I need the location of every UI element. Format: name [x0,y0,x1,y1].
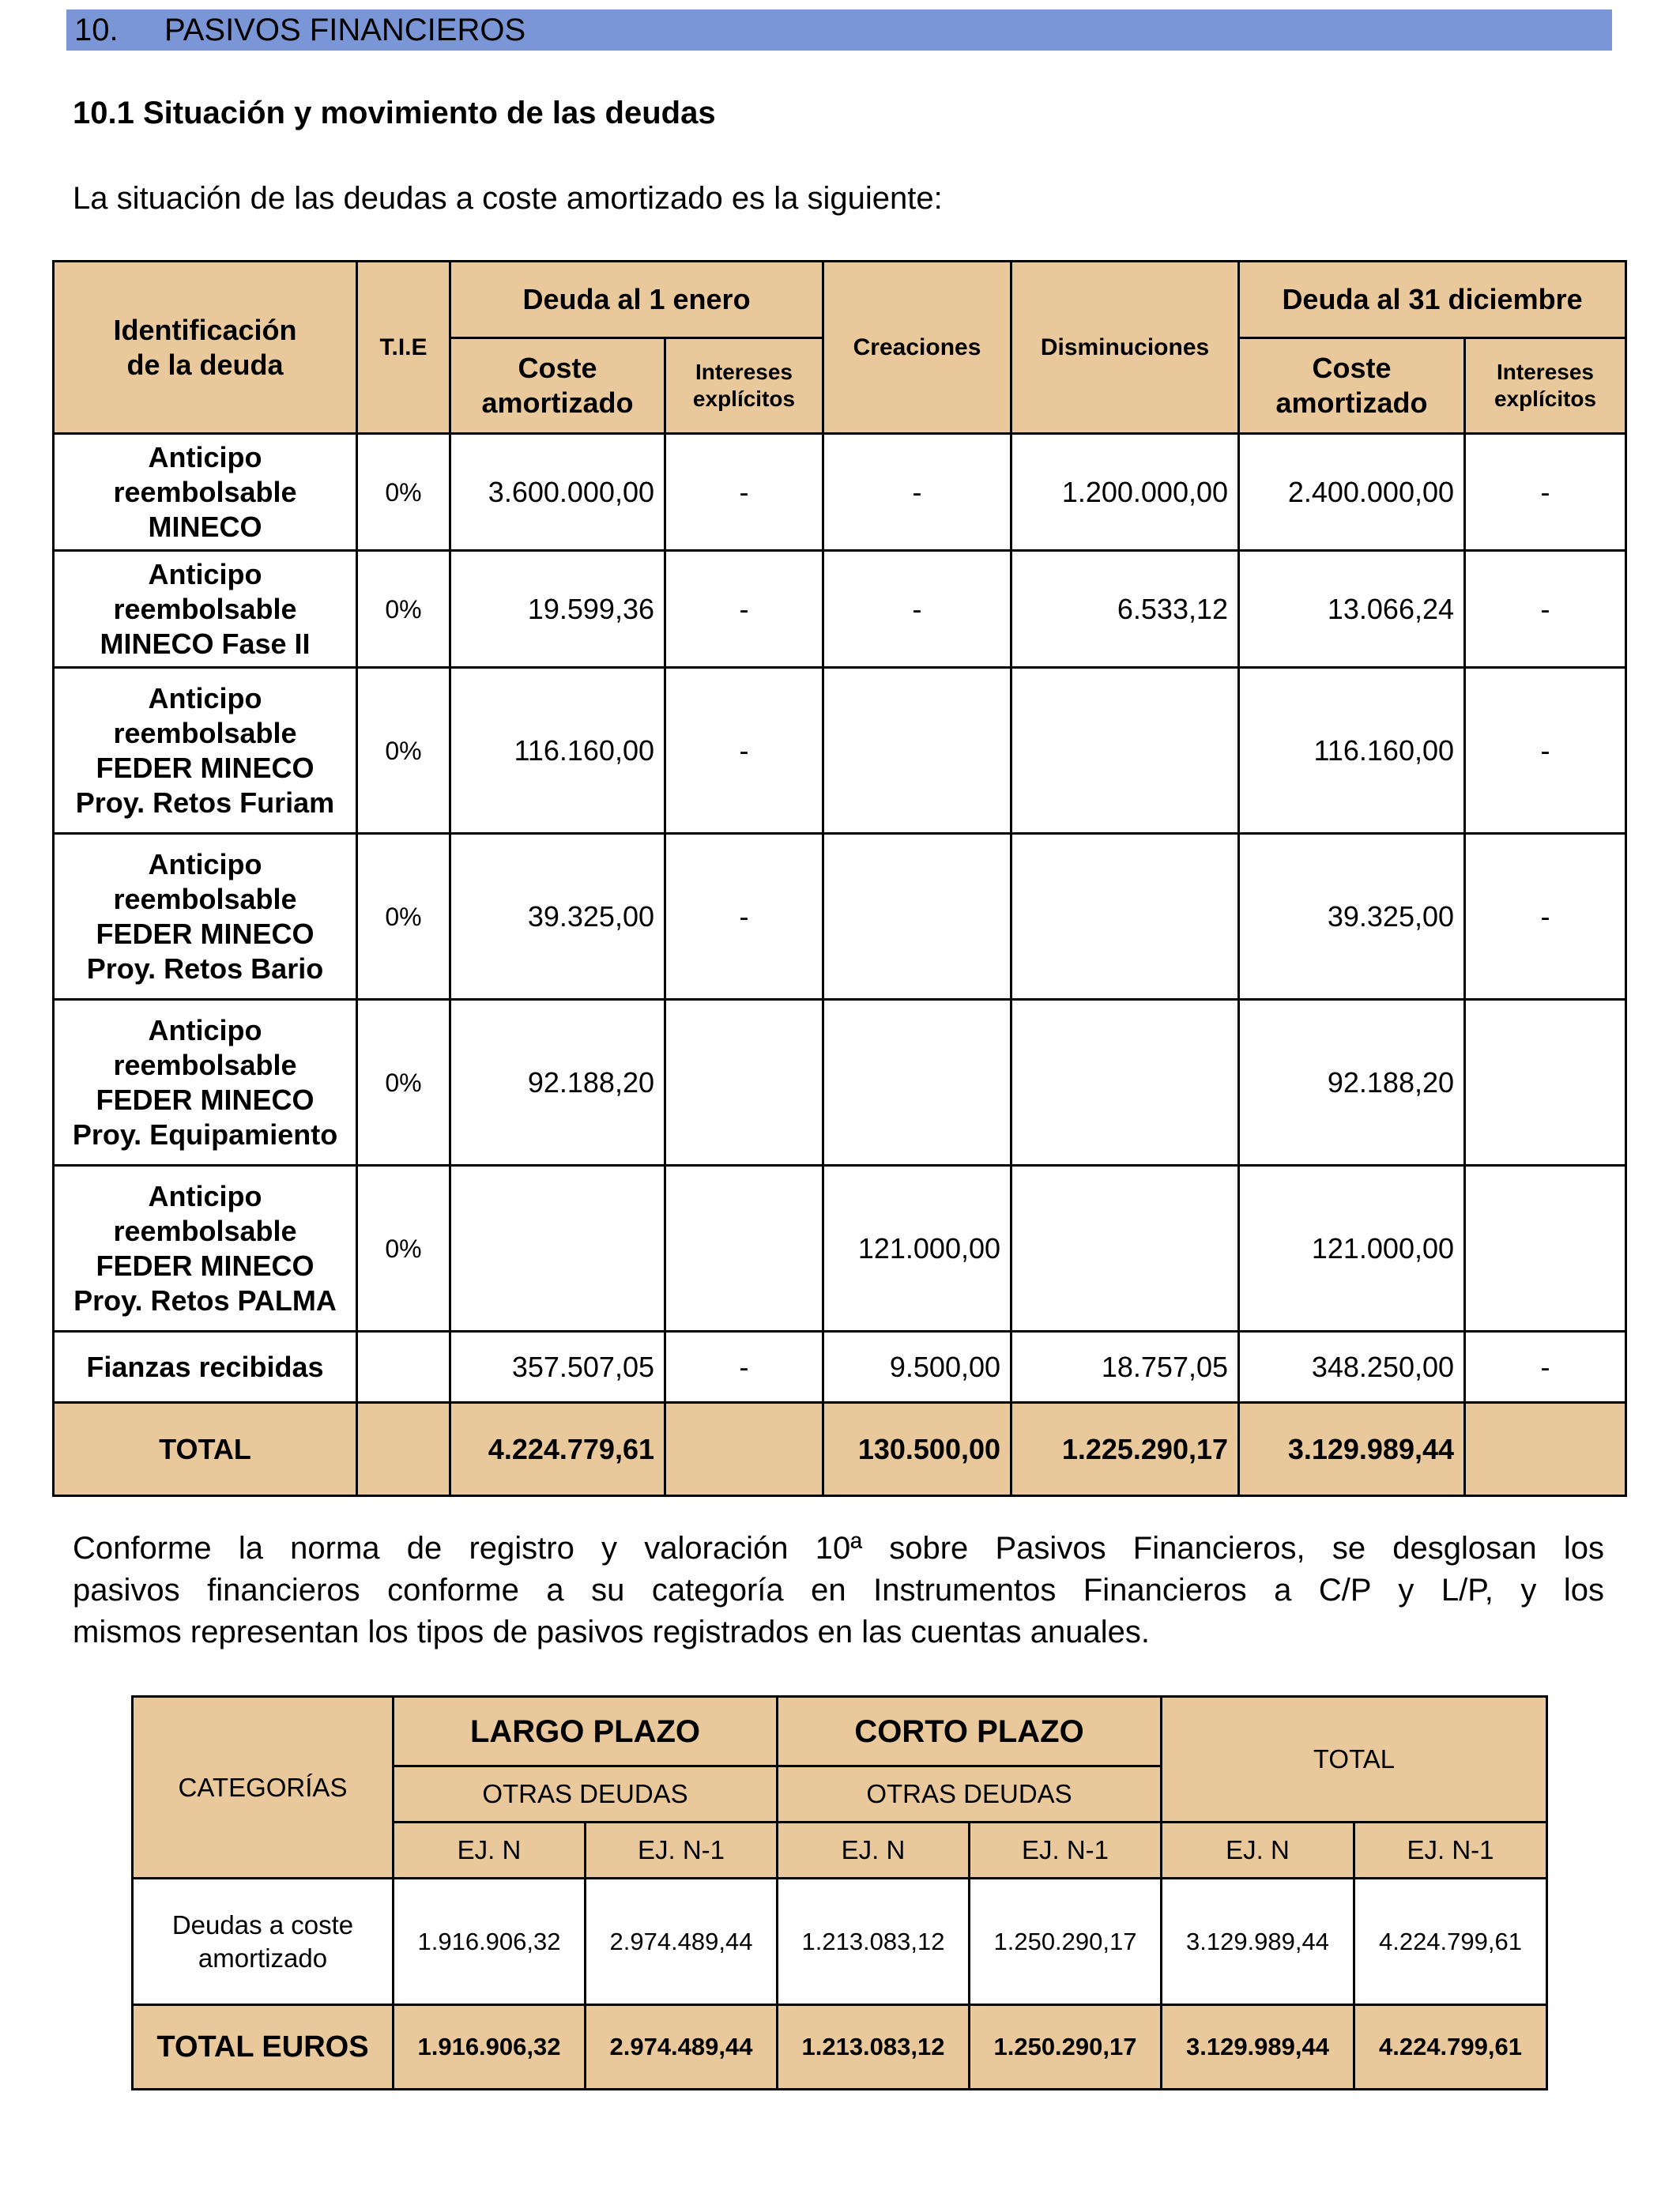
header-intereses-final [1465,338,1626,434]
category-row-value: 3.129.989,44 [1162,1879,1354,2005]
debt-disminuciones: 18.757,05 [1011,1332,1239,1403]
header-identificacion [54,262,357,434]
category-row-value: 4.224.799,61 [1354,1879,1547,2005]
debt-row [54,1332,1626,1403]
debt-name-line: FEDER MINECO [96,1083,315,1116]
section-number: 10. [74,13,119,47]
debt-row [54,1000,1626,1166]
section-title: PASIVOS FINANCIEROS [164,13,526,47]
debt-intereses-inicial: - [665,434,823,551]
debt-name-line: Anticipo [148,440,262,473]
debt-name-line: reembolsable [113,882,297,915]
category-row-label-line1: Deudas a coste [171,1909,354,1940]
debt-intereses-final: - [1465,668,1626,834]
header-coste-line2: amortizado [1275,386,1428,419]
category-total-value: 3.129.989,44 [1162,2005,1354,2090]
total-coste-final: 3.129.989,44 [1239,1403,1465,1496]
category-row-value: 1.916.906,32 [394,1879,586,2005]
category-total-row [133,2005,1547,2090]
debt-name [54,668,357,834]
debt-creaciones: - [823,434,1011,551]
category-total-value: 1.916.906,32 [394,2005,586,2090]
header-tie: T.I.E [357,262,450,434]
header-intereses-line2: explícitos [1494,386,1597,411]
debt-intereses-final: - [1465,551,1626,668]
debt-creaciones [823,834,1011,1000]
category-row-value: 1.213.083,12 [778,1879,970,2005]
debt-coste-final: 121.000,00 [1239,1166,1465,1332]
header-coste-line2: amortizado [481,386,634,419]
debt-tie: 0% [357,834,450,1000]
header-intereses-line1: Intereses [695,360,793,384]
header-total: TOTAL [1162,1697,1547,1823]
header-coste-final [1239,338,1465,434]
debt-row [54,551,1626,668]
debt-name-line: MINECO Fase II [100,627,311,660]
subsection-title: 10.1 Situación y movimiento de las deudas [73,96,716,130]
debt-disminuciones [1011,1166,1239,1332]
category-total-value: 2.974.489,44 [586,2005,778,2090]
header-largo-plazo: LARGO PLAZO [394,1697,778,1766]
paragraph-line: mismos representan los tipos de pasivos registrados en las cuentas anuales. [73,1615,1150,1649]
debt-situation-table [52,260,1627,1497]
total-disminuciones: 1.225.290,17 [1011,1403,1239,1496]
header-deuda-diciembre: Deuda al 31 diciembre [1239,262,1626,338]
debt-name-line: Anticipo [148,1013,262,1046]
debt-tie: 0% [357,1000,450,1166]
paragraph-line: Conforme la norma de registro y valoración 10ª sobre Pasivos Financieros, se desglosan los [73,1531,1604,1566]
category-row-value: 1.250.290,17 [970,1879,1162,2005]
header-disminuciones: Disminuciones [1011,262,1239,434]
debt-creaciones: 121.000,00 [823,1166,1011,1332]
category-row [133,1879,1547,2005]
header-cp-ej-n1: EJ. N-1 [970,1823,1162,1879]
debt-name-line: Proy. Retos Bario [86,952,324,985]
debt-disminuciones [1011,1000,1239,1166]
debt-name-line: FEDER MINECO [96,917,315,950]
debt-name [54,834,357,1000]
debt-coste-final: 39.325,00 [1239,834,1465,1000]
debt-intereses-inicial [665,1166,823,1332]
debt-coste-final: 13.066,24 [1239,551,1465,668]
debt-name-line: Proy. Retos Furiam [75,786,335,819]
debt-tie: 0% [357,434,450,551]
total-intereses-inicial [665,1403,823,1496]
debt-tie: 0% [357,551,450,668]
debt-name-line: Anticipo [148,847,262,880]
debt-intereses-inicial: - [665,551,823,668]
debt-name [54,1166,357,1332]
debt-name-line: reembolsable [113,1048,297,1081]
debt-name-line: Anticipo [148,1179,262,1212]
header-creaciones: Creaciones [823,262,1011,434]
header-lp-ej-n1: EJ. N-1 [586,1823,778,1879]
total-tie [357,1403,450,1496]
debt-name-line: reembolsable [113,475,297,508]
debt-name [54,1000,357,1166]
header-corto-plazo: CORTO PLAZO [778,1697,1162,1766]
header-total-ej-n1: EJ. N-1 [1354,1823,1547,1879]
debt-row [54,1166,1626,1332]
debt-intereses-final [1465,1000,1626,1166]
debt-tie: 0% [357,1166,450,1332]
debt-coste-final: 116.160,00 [1239,668,1465,834]
debt-creaciones: 9.500,00 [823,1332,1011,1403]
header-total-ej-n: EJ. N [1162,1823,1354,1879]
debt-coste-inicial: 39.325,00 [450,834,665,1000]
category-row-value: 2.974.489,44 [586,1879,778,2005]
category-table [131,1695,1548,2090]
debt-disminuciones [1011,668,1239,834]
debt-intereses-inicial [665,1000,823,1166]
category-row-label [133,1879,394,2005]
debt-tie [357,1332,450,1403]
debt-name-line: MINECO [148,510,262,543]
debt-name [54,551,357,668]
header-identificacion-line1: Identificación [113,313,297,346]
total-coste-inicial: 4.224.779,61 [450,1403,665,1496]
debt-name-line: reembolsable [113,716,297,749]
debt-name-line: Anticipo [148,681,262,714]
paragraph-line: pasivos financieros conforme a su categoría en Instrumentos Financieros a C/P y L/P, y los [73,1573,1604,1608]
debt-name-line: reembolsable [113,1214,297,1247]
debt-intereses-inicial: - [665,1332,823,1403]
header-categorias: CATEGORÍAS [133,1697,394,1879]
category-total-label: TOTAL EUROS [133,2005,394,2090]
debt-name-line: FEDER MINECO [96,751,315,784]
debt-intereses-final [1465,1166,1626,1332]
explanatory-paragraph [73,1528,1604,1653]
section-header-bar [66,9,1612,51]
header-coste-line1: Coste [518,352,597,384]
header-deuda-enero: Deuda al 1 enero [450,262,823,338]
header-otras-deudas-lp: OTRAS DEUDAS [394,1766,778,1823]
debt-coste-final: 2.400.000,00 [1239,434,1465,551]
category-total-value: 4.224.799,61 [1354,2005,1547,2090]
debt-coste-inicial: 357.507,05 [450,1332,665,1403]
debt-disminuciones: 6.533,12 [1011,551,1239,668]
debt-coste-final: 92.188,20 [1239,1000,1465,1166]
category-row-label-line2: amortizado [198,1943,328,1973]
debt-name-line: Proy. Retos PALMA [73,1284,337,1317]
header-intereses-inicial [665,338,823,434]
header-otras-deudas-cp: OTRAS DEUDAS [778,1766,1162,1823]
debt-disminuciones: 1.200.000,00 [1011,434,1239,551]
total-row [54,1403,1626,1496]
intro-text: La situación de las deudas a coste amortizado es la siguiente: [73,181,943,216]
debt-intereses-final: - [1465,434,1626,551]
debt-intereses-final: - [1465,834,1626,1000]
total-creaciones: 130.500,00 [823,1403,1011,1496]
header-intereses-line1: Intereses [1497,360,1594,384]
total-intereses-final [1465,1403,1626,1496]
header-lp-ej-n: EJ. N [394,1823,586,1879]
debt-name [54,434,357,551]
header-identificacion-line2: de la deuda [126,348,284,381]
debt-creaciones: - [823,551,1011,668]
debt-coste-inicial: 92.188,20 [450,1000,665,1166]
header-intereses-line2: explícitos [692,386,796,411]
debt-intereses-final: - [1465,1332,1626,1403]
debt-creaciones [823,1000,1011,1166]
debt-coste-inicial [450,1166,665,1332]
category-total-value: 1.213.083,12 [778,2005,970,2090]
debt-name-line: Fianzas recibidas [86,1350,324,1383]
debt-tie: 0% [357,668,450,834]
debt-coste-final: 348.250,00 [1239,1332,1465,1403]
header-coste-inicial [450,338,665,434]
debt-name-line: Proy. Equipamiento [72,1118,338,1151]
debt-creaciones [823,668,1011,834]
debt-coste-inicial: 3.600.000,00 [450,434,665,551]
debt-row [54,668,1626,834]
debt-intereses-inicial: - [665,834,823,1000]
debt-coste-inicial: 19.599,36 [450,551,665,668]
debt-name [54,1332,357,1403]
debt-intereses-inicial: - [665,668,823,834]
header-cp-ej-n: EJ. N [778,1823,970,1879]
debt-coste-inicial: 116.160,00 [450,668,665,834]
total-label: TOTAL [54,1403,357,1496]
debt-name-line: reembolsable [113,592,297,625]
debt-name-line: FEDER MINECO [96,1249,315,1282]
debt-disminuciones [1011,834,1239,1000]
debt-row [54,834,1626,1000]
header-coste-line1: Coste [1312,352,1392,384]
category-total-value: 1.250.290,17 [970,2005,1162,2090]
debt-name-line: Anticipo [148,557,262,590]
debt-row [54,434,1626,551]
